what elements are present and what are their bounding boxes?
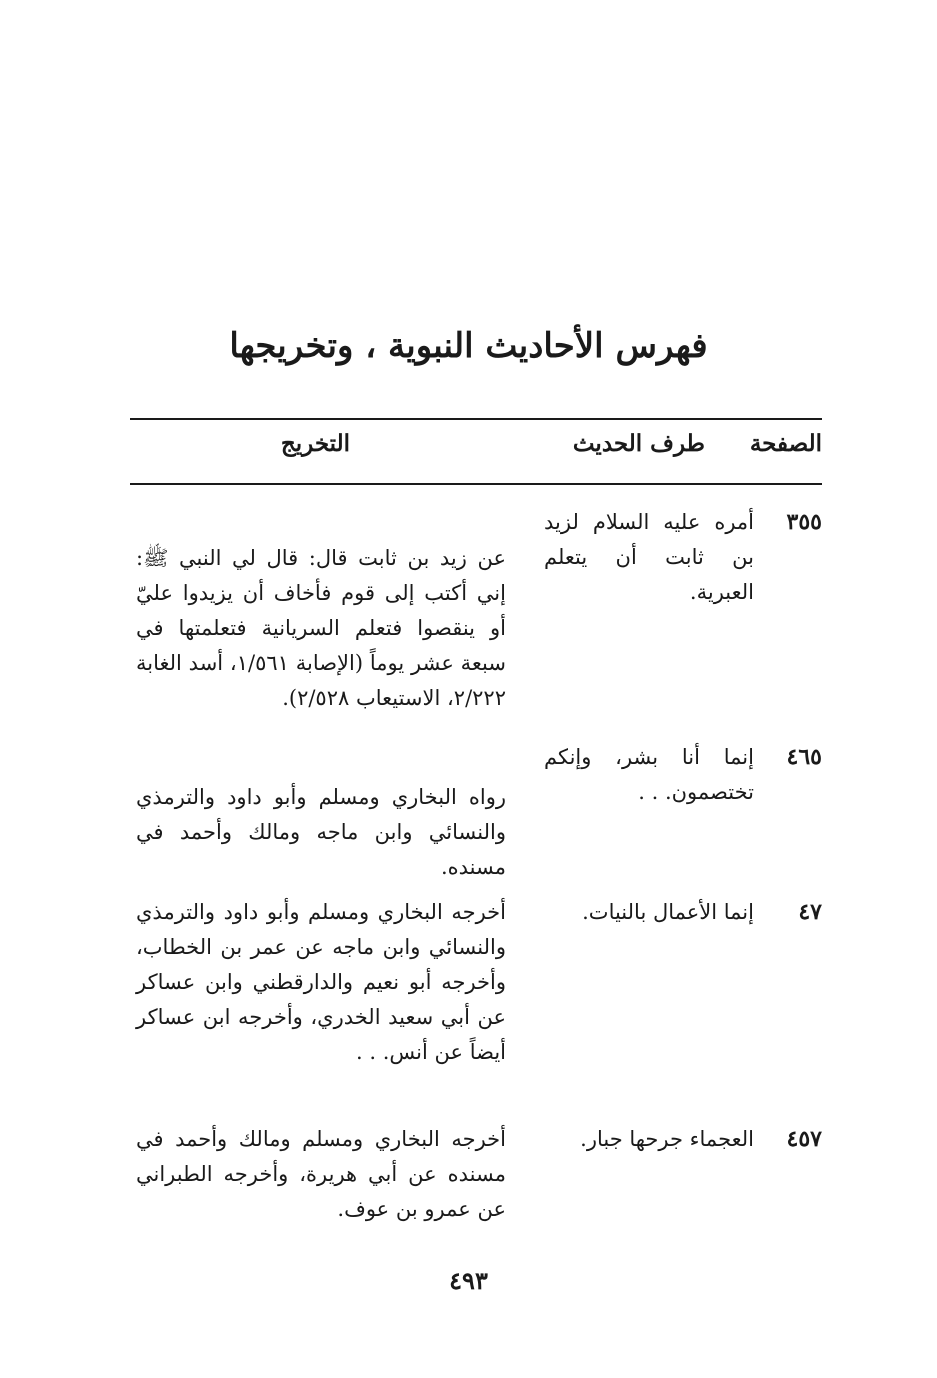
entry-page-number: ٣٥٥ bbox=[786, 509, 822, 535]
entry-page-number: ٤٥٧ bbox=[786, 1126, 822, 1152]
header-takhrij: التخريج bbox=[280, 430, 350, 457]
entry-hadith: إنما أنا بشر، وإنكم تختصمون. . . bbox=[544, 745, 754, 804]
entry-takhrij: أخرجه البخاري ومسلم ومالك وأحمد في مسنده عن أبي هريرة، وأخرجه الطبراني عن عمرو بن عوف. bbox=[136, 1127, 506, 1221]
index-entry bbox=[130, 895, 822, 1090]
entry-takhrij: عن زيد بن ثابت قال: قال لي النبي ﷺ: إني أكتب إلى قوم فأخاف أن يزيدوا عليّ أو ينقصوا فتعلم السريانية فتعلمتها في سبعة عشر يوماً (الإصابة ١/٥٦١، أسد الغابة ٢/٢٢٢، الاستيعاب ٢/٥٢٨). bbox=[136, 546, 506, 710]
entry-hadith: العجماء جرحها جبار. bbox=[580, 1127, 754, 1151]
page-number: ٤٩٣ bbox=[449, 1266, 488, 1295]
entry-hadith: إنما الأعمال بالنيات. bbox=[582, 900, 754, 924]
table-top-rule bbox=[130, 418, 822, 420]
index-entry bbox=[130, 740, 822, 879]
entry-takhrij: رواه البخاري ومسلم وأبو داود والترمذي والنسائي وابن ماجه ومالك وأحمد في مسنده. bbox=[136, 785, 506, 879]
index-title: فهرس الأحاديث النبوية ، وتخريجها bbox=[229, 326, 708, 366]
entry-page-number: ٤٦٥ bbox=[786, 744, 822, 770]
header-hadith: طرف الحديث bbox=[572, 430, 705, 457]
entry-page-number: ٤٧ bbox=[798, 899, 822, 925]
table-header-rule bbox=[130, 483, 822, 485]
index-entry bbox=[130, 1122, 822, 1242]
entry-hadith: أمره عليه السلام لزيد بن ثابت أن يتعلم العبرية. bbox=[544, 510, 754, 604]
index-entry bbox=[130, 505, 822, 735]
entry-takhrij: أخرجه البخاري ومسلم وأبو داود والترمذي والنسائي وابن ماجه عن عمر بن الخطاب، وأخرجه أبو نعيم والدارقطني وابن عساكر عن أبي سعيد الخدري، وأخرجه ابن عساكر أيضاً عن أنس. . . bbox=[136, 900, 506, 1064]
header-page: الصفحة bbox=[749, 430, 822, 457]
